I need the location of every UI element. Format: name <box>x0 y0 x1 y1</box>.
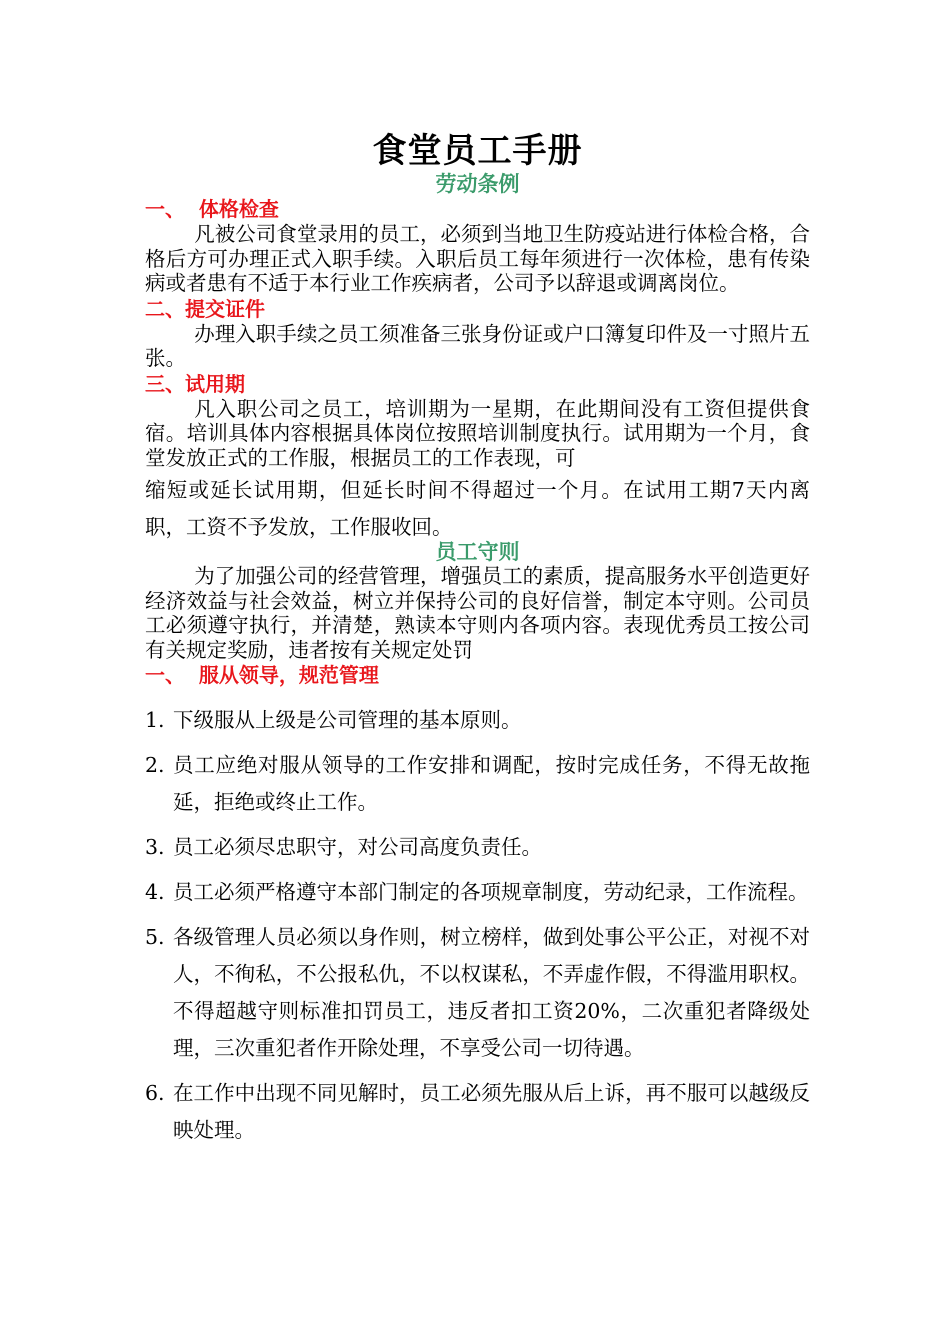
list-item <box>145 1075 810 1149</box>
rules-list <box>145 702 810 1149</box>
section-body-documents: 办理入职手续之员工须准备三张身份证或户口簿复印件及一寸照片五张。 <box>145 321 810 370</box>
list-item-text: 员工必须严格遵守本部门制定的各项规章制度，劳动纪录，工作流程。 <box>173 880 809 904</box>
list-item-number: 3. <box>145 835 165 859</box>
document-page <box>145 128 810 1157</box>
list-item-text: 员工必须尽忠职守，对公司高度负责任。 <box>173 835 542 859</box>
list-item-number: 5. <box>145 925 165 949</box>
section-body-probation: 凡入职公司之员工，培训期为一星期，在此期间没有工资但提供食宿。培训具体内容根据具体岗位按照培训制度执行。试用期为一个月，食堂发放正式的工作服，根据员工的工作表现，可 <box>145 396 810 470</box>
section-body-probation-continued: 缩短或延长试用期，但延长时间不得超过一个月。在试用工期7天内离职，工资不予发放，工作服收回。 <box>145 478 810 539</box>
list-item-text: 在工作中出现不同见解时，员工必须先服从后上诉，再不服可以越级反映处理。 <box>173 1081 810 1142</box>
list-item <box>145 829 810 866</box>
list-item <box>145 919 810 1067</box>
list-item-number: 6. <box>145 1081 165 1105</box>
list-item-text: 各级管理人员必须以身作则，树立榜样，做到处事公平公正，对视不对人，不徇私，不公报私仇，不以权谋私，不弄虚作假， <box>173 925 810 986</box>
list-item <box>145 747 810 821</box>
section-body-health-check: 凡被公司食堂录用的员工，必须到当地卫生防疫站进行体检合格，合格后方可办理正式入职手续。入职后员工每年须进行一次体检，患有传染病或者患有不适于本行业工作疾病者，公司予以辞退或调离岗位。 <box>145 222 810 295</box>
labor-rules-subtitle: 劳动条例 <box>435 172 520 196</box>
section-heading-obey-leadership: 一、 服从领导，规范管理 <box>145 663 379 687</box>
section-heading-probation: 三、试用期 <box>145 371 245 396</box>
list-item-text: 员工应绝对服从领导的工作安排和调配，按时完成任务，不得无故拖延，拒绝或终止工作。 <box>173 753 810 814</box>
list-item <box>145 702 810 739</box>
section-heading-documents: 二、提交证件 <box>145 296 265 321</box>
document-title: 食堂员工手册 <box>372 131 583 171</box>
code-of-conduct-subtitle: 员工守则 <box>435 540 520 564</box>
list-item-text-continued: 不得滥用职权。不得超越守则标准扣罚员工，违反者扣工资20%，二次重犯者降级处理，三次重犯者作开除处理，不享受公司一切待遇。 <box>173 962 811 1060</box>
list-item-number: 4. <box>145 880 165 904</box>
list-item <box>145 874 810 911</box>
code-of-conduct-intro: 为了加强公司的经营管理，增强员工的素质，提高服务水平创造更好经济效益与社会效益，树立并保持公司的良好信誉，制定本守则。公司员工必须遵守执行，并清楚，熟读本守则内各项内容。表现优秀员工按公司有关规定奖励，违者按有关规定处罚 <box>145 564 810 662</box>
list-item-number: 1. <box>145 708 165 732</box>
list-item-text: 下级服从上级是公司管理的基本原则。 <box>173 708 522 732</box>
list-item-number: 2. <box>145 753 165 777</box>
section-heading-health-check: 一、 体格检查 <box>145 197 279 221</box>
